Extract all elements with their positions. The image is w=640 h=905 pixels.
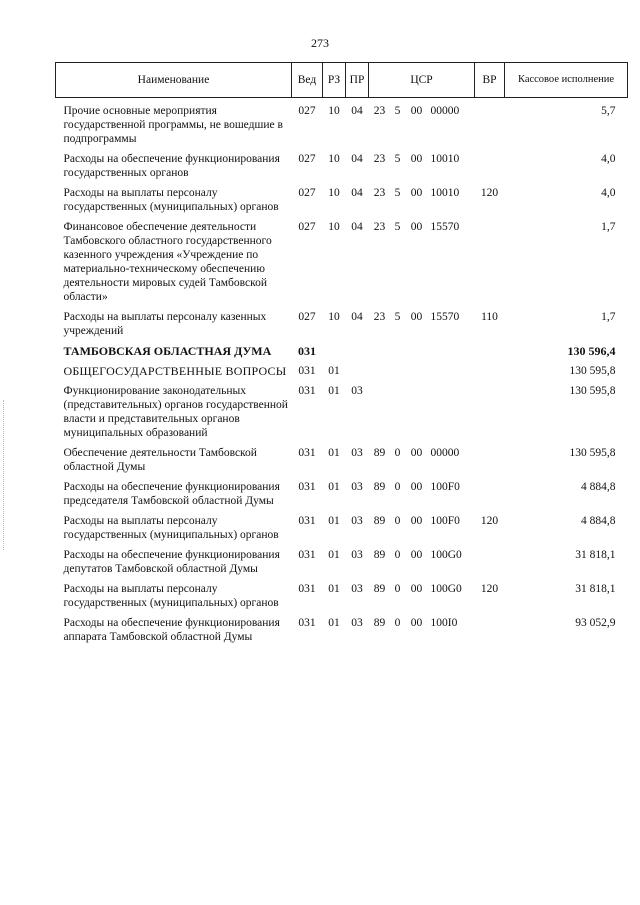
table-row — [56, 443, 628, 477]
row-vr — [475, 361, 505, 381]
csr-program: 89 — [373, 549, 386, 561]
csr-event: 00 — [410, 583, 423, 595]
row-pr: 03 — [351, 515, 363, 527]
csr-subprogram: 5 — [394, 153, 401, 165]
header-vr: ВР — [475, 63, 505, 98]
row-ved: 027 — [298, 311, 316, 323]
row-pr — [346, 341, 369, 361]
csr-direction: 15570 — [430, 311, 460, 323]
row-sum: 93 052,9 — [575, 617, 616, 629]
csr-event: 00 — [410, 617, 423, 629]
row-name: Расходы на выплаты персоналу государственных (муниципальных) органов — [63, 187, 279, 213]
row-sum: 4 884,8 — [581, 515, 616, 527]
csr-direction: 10010 — [430, 153, 460, 165]
row-ved: 031 — [298, 344, 316, 358]
row-csr — [369, 477, 475, 511]
row-rz: 01 — [328, 385, 340, 397]
csr-event: 00 — [410, 481, 423, 493]
row-rz: 01 — [328, 549, 340, 561]
row-vr — [475, 217, 505, 307]
row-ved: 031 — [298, 583, 316, 595]
header-pr: ПР — [346, 63, 369, 98]
row-csr — [369, 217, 475, 307]
row-csr — [369, 613, 475, 647]
csr-program: 89 — [373, 481, 386, 493]
row-sum: 31 818,1 — [575, 549, 616, 561]
row-vr — [475, 381, 505, 443]
row-ved: 027 — [298, 153, 316, 165]
row-ved: 031 — [298, 515, 316, 527]
row-rz: 01 — [328, 583, 340, 595]
row-pr: 04 — [351, 105, 363, 117]
row-pr: 04 — [351, 221, 363, 233]
table-header — [56, 63, 628, 98]
table-body — [56, 98, 628, 648]
row-ved: 027 — [298, 187, 316, 199]
row-name: Расходы на обеспечение функционирования государственных органов — [63, 153, 280, 179]
csr-subprogram: 0 — [394, 481, 401, 493]
csr-program: 89 — [373, 583, 386, 595]
row-csr — [369, 341, 475, 361]
csr-program: 89 — [373, 447, 386, 459]
row-sum: 1,7 — [601, 221, 616, 233]
row-vr: 110 — [481, 311, 498, 323]
row-sum: 130 596,4 — [567, 344, 616, 358]
row-rz: 10 — [328, 221, 340, 233]
row-csr — [369, 361, 475, 381]
header-csr: ЦСР — [369, 63, 475, 98]
scan-edge-mark — [3, 400, 6, 550]
row-csr — [369, 307, 475, 341]
row-sum: 130 595,8 — [569, 365, 616, 377]
row-sum: 130 595,8 — [569, 447, 616, 459]
csr-direction: 100F0 — [430, 515, 460, 527]
row-vr — [475, 341, 505, 361]
csr-event: 00 — [410, 187, 423, 199]
row-csr — [369, 381, 475, 443]
row-rz: 01 — [328, 447, 340, 459]
table-row — [56, 579, 628, 613]
row-name: Функционирование законодательных (представительных) органов государственной власти и представительных органов муниципальных образований — [63, 385, 288, 439]
row-ved: 031 — [298, 385, 316, 397]
csr-program: 23 — [373, 311, 386, 323]
csr-direction: 100G0 — [430, 549, 462, 561]
row-rz — [323, 341, 346, 361]
row-pr: 04 — [351, 153, 363, 165]
csr-program: 89 — [373, 617, 386, 629]
row-csr — [369, 149, 475, 183]
budget-table — [55, 62, 628, 647]
row-csr — [369, 98, 475, 150]
csr-subprogram: 0 — [394, 515, 401, 527]
row-sum: 130 595,8 — [569, 385, 616, 397]
table-row — [56, 361, 628, 381]
csr-subprogram: 0 — [394, 583, 401, 595]
table-row — [56, 477, 628, 511]
csr-subprogram: 5 — [394, 187, 401, 199]
csr-direction: 100I0 — [430, 617, 458, 629]
csr-program: 23 — [373, 221, 386, 233]
row-name: Прочие основные мероприятия государственной программы, не вошедшие в подпрограммы — [63, 105, 283, 145]
csr-event: 00 — [410, 447, 423, 459]
row-name: Расходы на обеспечение функционирования председателя Тамбовской областной Думы — [63, 481, 280, 507]
csr-direction: 15570 — [430, 221, 460, 233]
header-rz: РЗ — [323, 63, 346, 98]
header-name: Наименование — [56, 63, 292, 98]
row-csr — [369, 545, 475, 579]
row-rz: 10 — [328, 311, 340, 323]
csr-direction: 100F0 — [430, 481, 460, 493]
row-pr — [346, 361, 369, 381]
row-ved: 027 — [298, 221, 316, 233]
row-ved: 031 — [298, 617, 316, 629]
row-sum: 31 818,1 — [575, 583, 616, 595]
row-name: ОБЩЕГОСУДАРСТВЕННЫЕ ВОПРОСЫ — [63, 364, 287, 378]
row-name: Расходы на обеспечение функционирования депутатов Тамбовской областной Думы — [63, 549, 280, 575]
csr-event: 00 — [410, 221, 423, 233]
row-name: Расходы на выплаты персоналу государственных (муниципальных) органов — [63, 515, 279, 541]
row-name: Финансовое обеспечение деятельности Тамбовского областного государственного казенного учреждения «Учреждение по материально-техническому обеспечению деятельности мировых судей Тамбовской области» — [63, 221, 272, 303]
csr-program: 23 — [373, 153, 386, 165]
row-pr: 04 — [351, 311, 363, 323]
row-sum: 4,0 — [601, 187, 616, 199]
row-csr — [369, 443, 475, 477]
row-name: Расходы на обеспечение функционирования аппарата Тамбовской областной Думы — [63, 617, 280, 643]
row-vr — [475, 98, 505, 150]
row-csr — [369, 183, 475, 217]
csr-direction: 10010 — [430, 187, 460, 199]
row-pr: 03 — [351, 447, 363, 459]
header-ved: Вед — [292, 63, 323, 98]
table-row — [56, 511, 628, 545]
table-row — [56, 307, 628, 341]
table-row — [56, 149, 628, 183]
row-vr — [475, 613, 505, 647]
row-ved: 031 — [298, 365, 316, 377]
csr-subprogram: 5 — [394, 105, 401, 117]
row-csr — [369, 579, 475, 613]
table-row — [56, 381, 628, 443]
table-row — [56, 613, 628, 647]
row-rz: 10 — [328, 105, 340, 117]
row-rz: 01 — [328, 365, 340, 377]
header-kassa: Кассовое исполнение — [505, 63, 628, 98]
csr-event: 00 — [410, 311, 423, 323]
row-ved: 027 — [298, 105, 316, 117]
page-number: 273 — [311, 36, 329, 50]
csr-program: 23 — [373, 105, 386, 117]
csr-program: 23 — [373, 187, 386, 199]
table-row — [56, 341, 628, 361]
row-ved: 031 — [298, 447, 316, 459]
row-rz: 01 — [328, 515, 340, 527]
csr-subprogram: 0 — [394, 549, 401, 561]
row-name: Расходы на выплаты персоналу государственных (муниципальных) органов — [63, 583, 279, 609]
row-pr: 03 — [351, 617, 363, 629]
row-sum: 1,7 — [601, 311, 616, 323]
csr-subprogram: 0 — [394, 617, 401, 629]
row-name: ТАМБОВСКАЯ ОБЛАСТНАЯ ДУМА — [63, 344, 272, 358]
row-rz: 10 — [328, 187, 340, 199]
row-name: Обеспечение деятельности Тамбовской областной Думы — [63, 447, 257, 473]
csr-direction: 00000 — [430, 447, 460, 459]
table-row — [56, 98, 628, 150]
csr-subprogram: 5 — [394, 311, 401, 323]
row-pr: 03 — [351, 385, 363, 397]
row-csr — [369, 511, 475, 545]
row-sum: 4 884,8 — [581, 481, 616, 493]
row-vr — [475, 149, 505, 183]
csr-event: 00 — [410, 105, 423, 117]
row-ved: 031 — [298, 481, 316, 493]
row-vr — [475, 443, 505, 477]
row-rz: 10 — [328, 153, 340, 165]
row-sum: 4,0 — [601, 153, 616, 165]
row-pr: 03 — [351, 583, 363, 595]
csr-subprogram: 0 — [394, 447, 401, 459]
row-sum: 5,7 — [601, 105, 616, 117]
row-ved: 031 — [298, 549, 316, 561]
row-rz: 01 — [328, 481, 340, 493]
csr-direction: 100G0 — [430, 583, 462, 595]
table-row — [56, 217, 628, 307]
csr-event: 00 — [410, 153, 423, 165]
csr-subprogram: 5 — [394, 221, 401, 233]
row-vr — [475, 545, 505, 579]
row-pr: 03 — [351, 481, 363, 493]
row-vr — [475, 477, 505, 511]
row-pr: 03 — [351, 549, 363, 561]
row-pr: 04 — [351, 187, 363, 199]
csr-direction: 00000 — [430, 105, 460, 117]
row-vr: 120 — [480, 515, 499, 527]
csr-event: 00 — [410, 549, 423, 561]
csr-program: 89 — [373, 515, 386, 527]
csr-event: 00 — [410, 515, 423, 527]
row-vr: 120 — [480, 187, 499, 199]
row-rz: 01 — [328, 617, 340, 629]
table-row — [56, 545, 628, 579]
row-name: Расходы на выплаты персоналу казенных учреждений — [63, 311, 267, 337]
table-row — [56, 183, 628, 217]
row-vr: 120 — [480, 583, 499, 595]
